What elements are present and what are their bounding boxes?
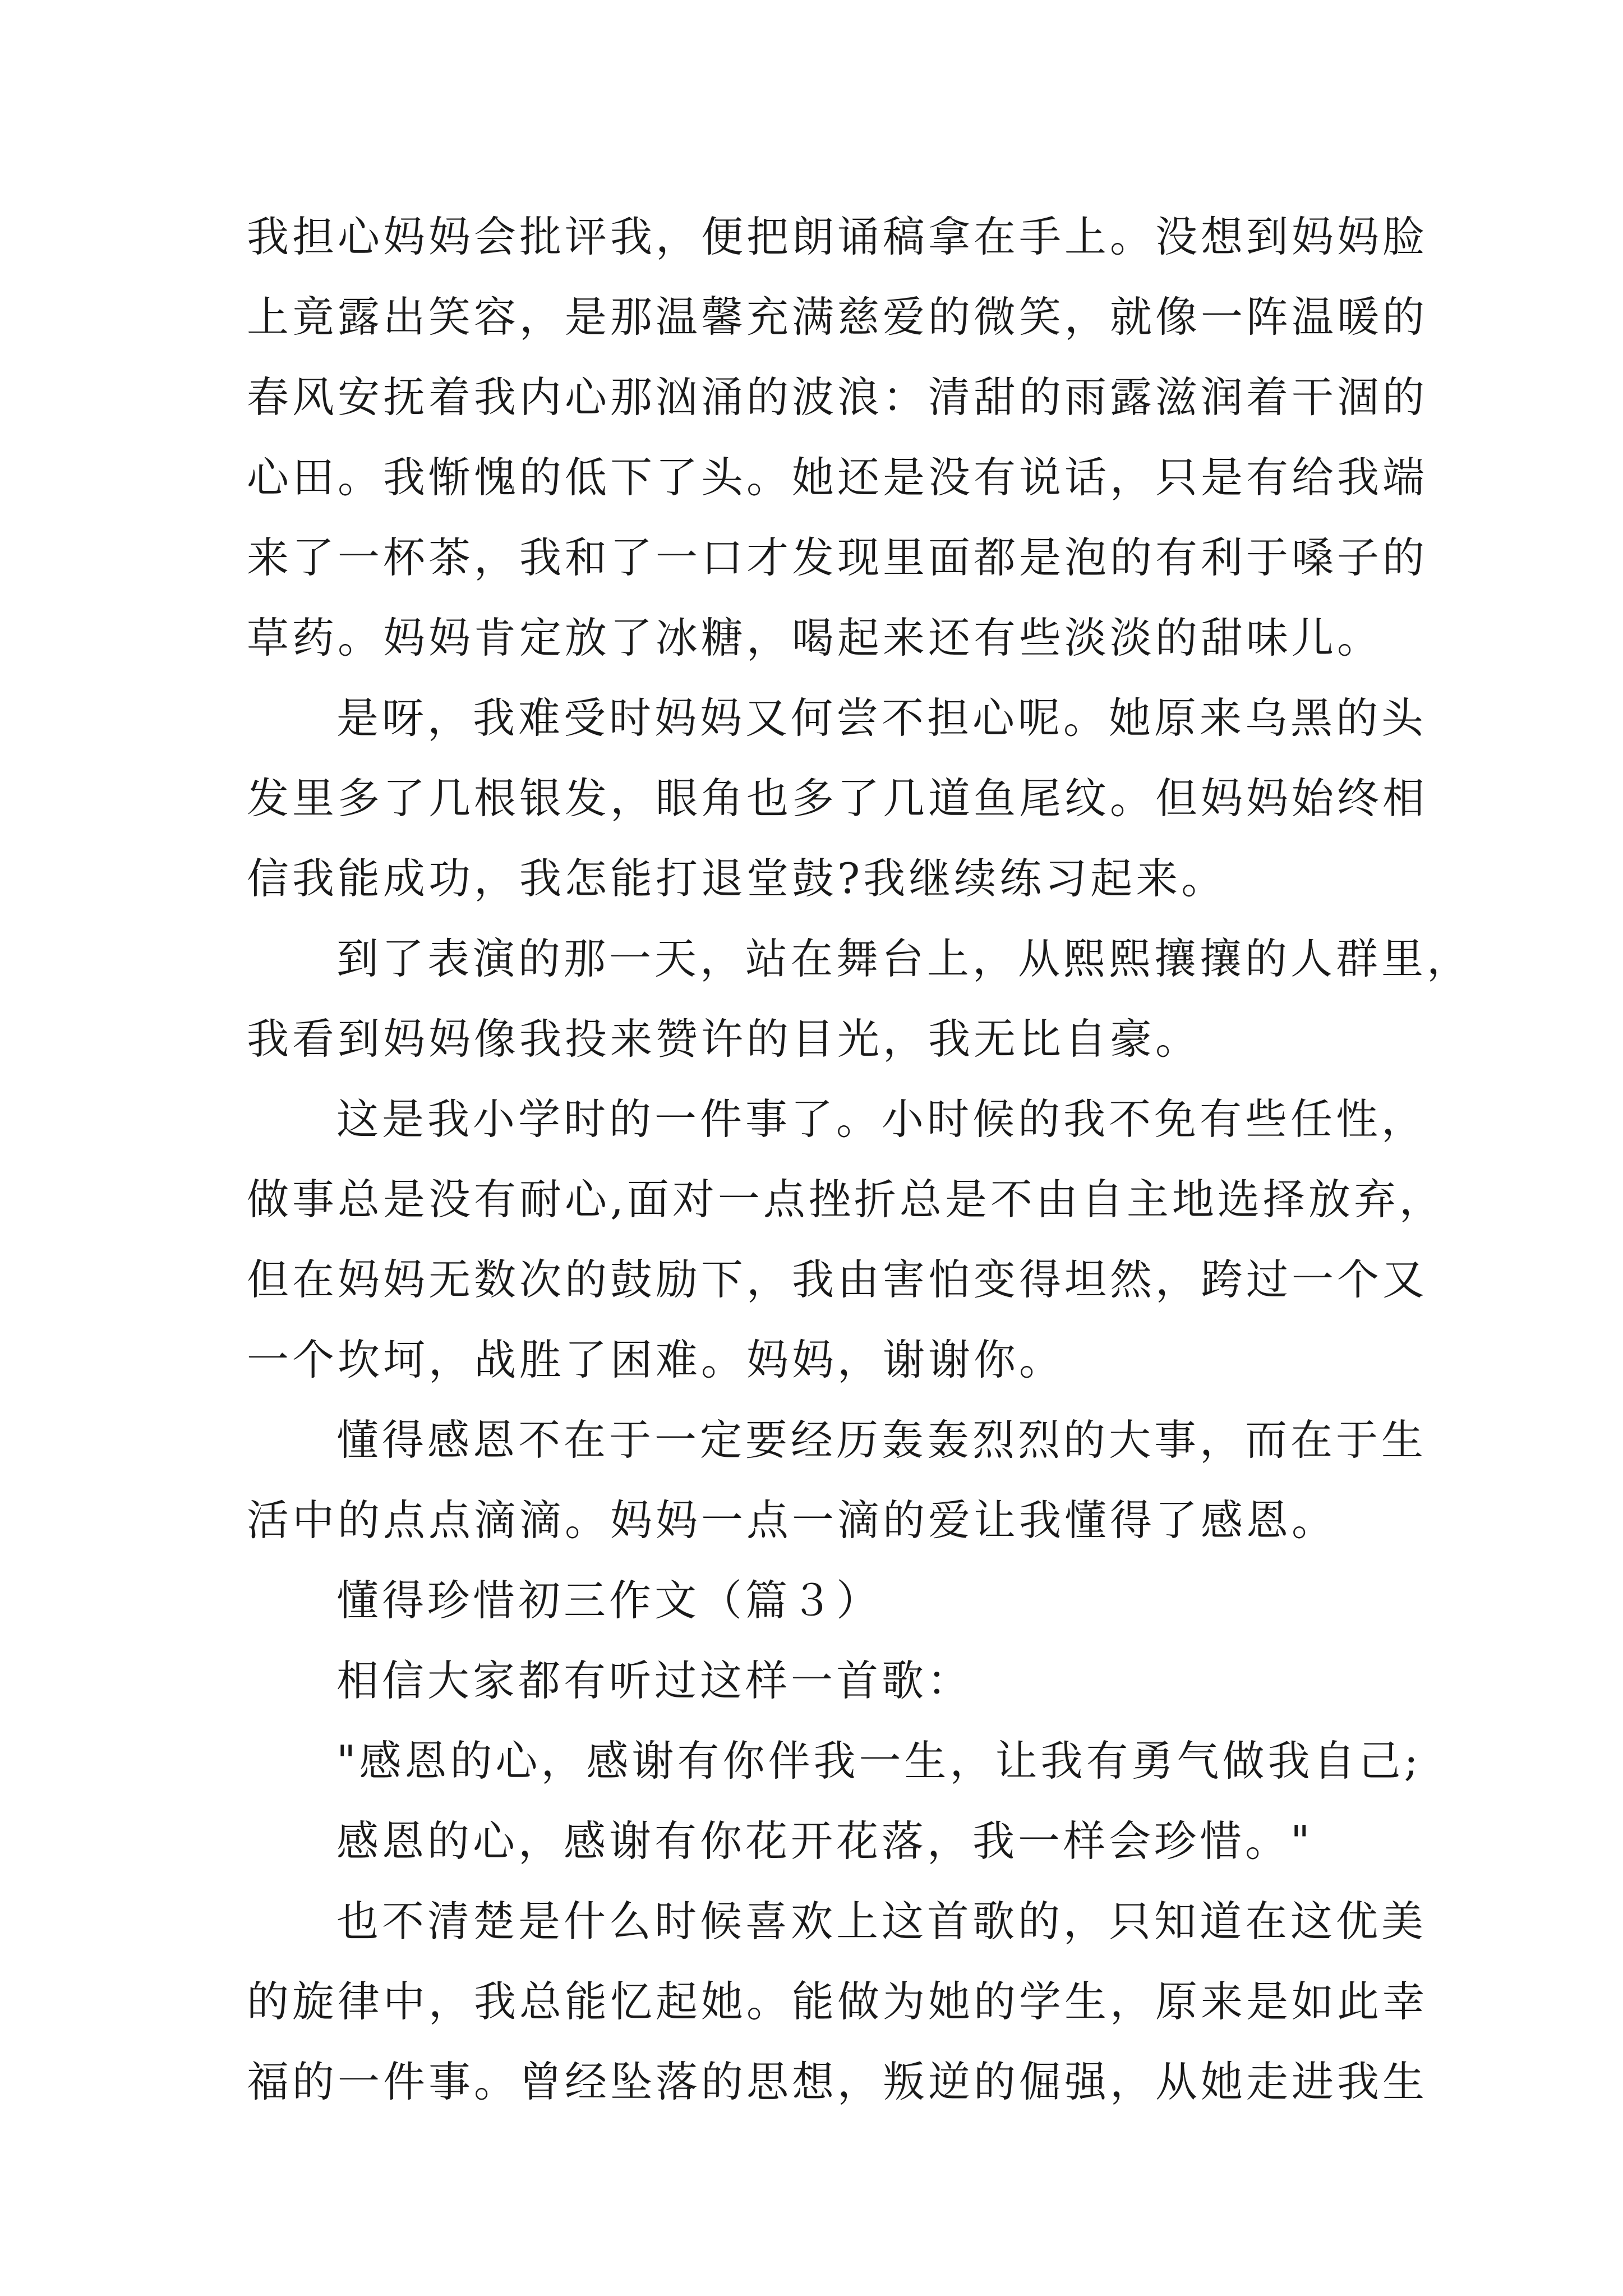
text-line: 春风安抚着我内心那汹涌的波浪：清甜的雨露滋润着干涸的 (247, 372, 1428, 422)
text-line: 但在妈妈无数次的鼓励下，我由害怕变得坦然，跨过一个又 (247, 1255, 1428, 1304)
text-line: 也不清楚是什么时候喜欢上这首歌的，只知道在这优美 (336, 1897, 1427, 1946)
text-line: "感恩的心，感谢有你伴我一生，让我有勇气做我自己; (336, 1736, 1422, 1786)
text-line: 懂得珍惜初三作文（篇３） (336, 1576, 882, 1625)
text-line: 草药。妈妈肯定放了冰糖，喝起来还有些淡淡的甜味儿。 (247, 613, 1383, 662)
text-line: 活中的点点滴滴。妈妈一点一滴的爱让我懂得了感恩。 (247, 1496, 1338, 1545)
text-line: 一个坎坷，战胜了困难。妈妈，谢谢你。 (247, 1335, 1065, 1384)
text-line: 是呀，我难受时妈妈又何尝不担心呢。她原来乌黑的头 (336, 693, 1427, 743)
text-line: 发里多了几根银发，眼角也多了几道鱼尾纹。但妈妈始终相 (247, 774, 1428, 823)
text-line: 上竟露出笑容，是那温馨充满慈爱的微笑，就像一阵温暖的 (247, 292, 1428, 342)
text-line: 福的一件事。曾经坠落的思想，叛逆的倔强，从她走进我生 (247, 2057, 1428, 2106)
text-line: 做事总是没有耐心,面对一点挫折总是不由自主地选择放弃， (247, 1175, 1445, 1224)
body-text (247, 209, 1473, 2134)
text-line: 相信大家都有听过这样一首歌： (336, 1656, 973, 1705)
text-line: 的旋律中，我总能忆起她。能做为她的学生，原来是如此幸 (247, 1977, 1428, 2026)
text-line: 感恩的心，感谢有你花开花落，我一样会珍惜。" (336, 1816, 1313, 1866)
text-line: 到了表演的那一天，站在舞台上，从熙熙攘攘的人群里， (336, 934, 1473, 983)
text-line: 我担心妈妈会批评我，便把朗诵稿拿在手上。没想到妈妈脸 (247, 212, 1428, 261)
text-line: 这是我小学时的一件事了。小时候的我不免有些任性， (336, 1094, 1427, 1144)
text-line: 心田。我惭愧的低下了头。她还是没有说话，只是有给我端 (247, 453, 1428, 502)
text-line: 信我能成功，我怎能打退堂鼓?我继续练习起来。 (247, 854, 1227, 903)
text-line: 我看到妈妈像我投来赞许的目光，我无比自豪。 (247, 1014, 1201, 1064)
text-line: 来了一杯茶，我和了一口才发现里面都是泡的有利于嗓子的 (247, 533, 1428, 582)
text-line: 懂得感恩不在于一定要经历轰轰烈烈的大事，而在于生 (336, 1415, 1427, 1465)
